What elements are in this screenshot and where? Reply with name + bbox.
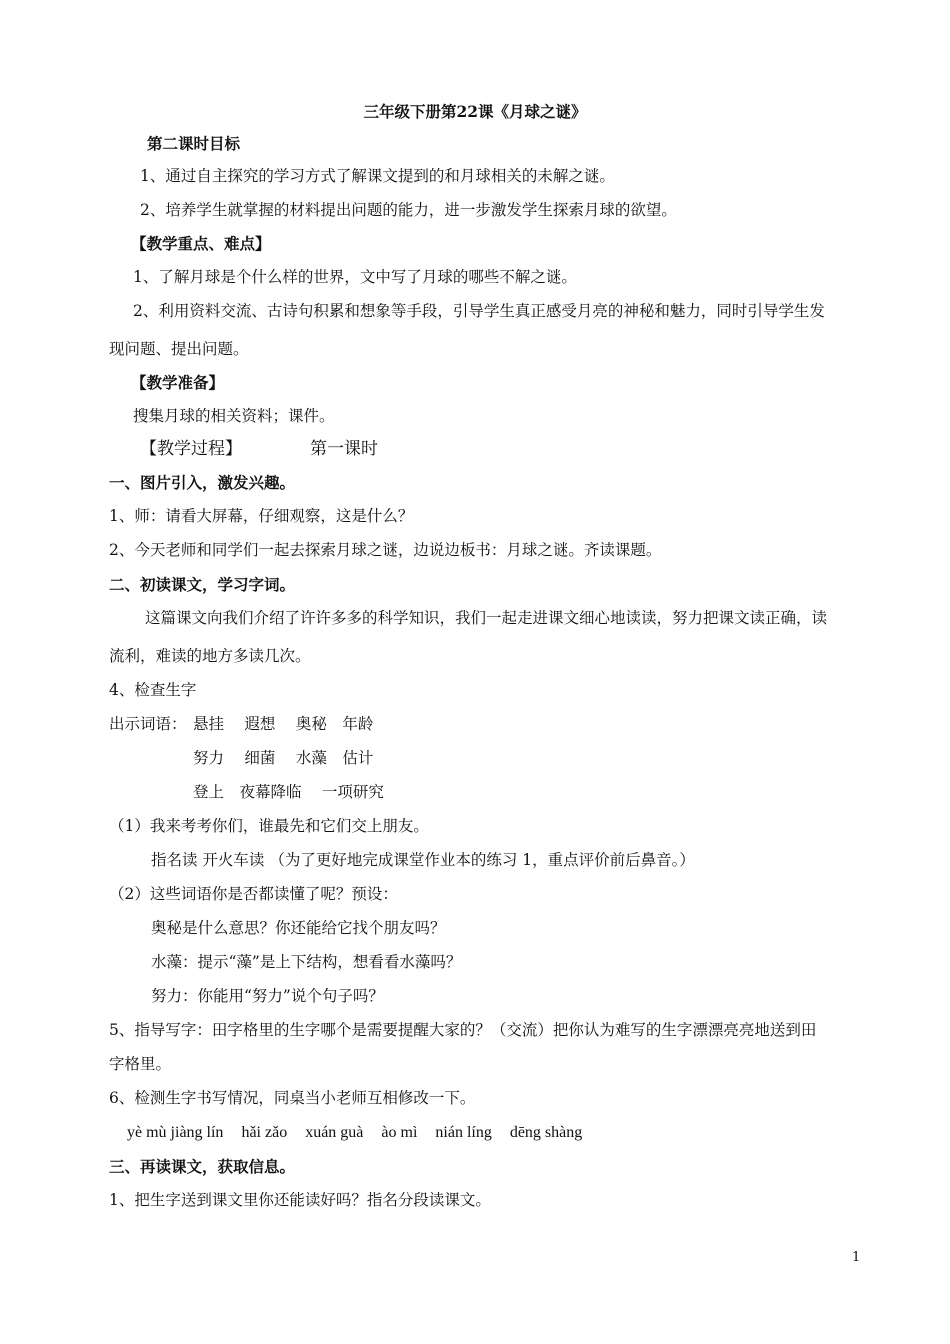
step-5: 5、指导写字：田字格里的生字哪个是需要提醒大家的？（交流）把你认为难写的生字漂漂亮亮地送到田 <box>109 1021 817 1039</box>
word-row-1: 悬挂 遐想 奥秘 年龄 <box>193 715 374 733</box>
keypoint-1: 1、了解月球是个什么样的世界，文中写了月球的哪些不解之谜。 <box>133 268 577 286</box>
question-2-item-3: 努力：你能用“努力”说个句子吗？ <box>151 987 384 1005</box>
pinyin-item: dēng shàng <box>509 1124 583 1141</box>
question-2-item-2: 水藻：提示“藻”是上下结构，想看看水藻吗？ <box>151 953 462 971</box>
page-number: 1 <box>852 1250 861 1265</box>
check-characters: 4、检查生字 <box>109 681 197 699</box>
question-2: （2）这些词语你是否都读懂了呢？预设： <box>109 885 398 903</box>
step-6: 6、检测生字书写情况，同桌当小老师互相修改一下。 <box>109 1089 476 1107</box>
pinyin-item: ào mì <box>381 1124 418 1141</box>
section2-intro-2: 流利，难读的地方多读几次。 <box>109 647 311 665</box>
question-1: （1）我来考考你们，谁最先和它们交上朋友。 <box>109 817 429 835</box>
section1-line-2: 2、今天老师和同学们一起去探索月球之谜，边说边板书：月球之谜。齐读课题。 <box>109 541 662 559</box>
pinyin-item: nián líng <box>435 1124 492 1141</box>
word-row-3: 登上 夜幕降临 一项研究 <box>193 783 384 801</box>
goal-heading: 第二课时目标 <box>147 134 241 153</box>
goal-1: 1、通过自主探究的学习方式了解课文提到的和月球相关的未解之谜。 <box>140 167 615 185</box>
section2-heading: 二、初读课文，学习字词。 <box>109 575 296 594</box>
words-label: 出示词语： <box>109 715 187 733</box>
keypoints-heading: 【教学重点、难点】 <box>131 234 271 253</box>
goal-2: 2、培养学生就掌握的材料提出问题的能力，进一步激发学生探索月球的欲望。 <box>140 201 677 219</box>
prep-text: 搜集月球的相关资料；课件。 <box>133 407 335 425</box>
pinyin-row <box>127 1125 600 1141</box>
section1-line-1: 1、师：请看大屏幕，仔细观察，这是什么？ <box>109 507 414 525</box>
question-1-detail: 指名读 开火车读 （为了更好地完成课堂作业本的练习 1，重点评价前后鼻音。） <box>151 851 695 869</box>
page-title: 三年级下册第22课《月球之谜》 <box>363 102 587 121</box>
process-heading: 【教学过程】 <box>140 439 242 459</box>
process-period: 第一课时 <box>310 439 378 459</box>
prep-heading: 【教学准备】 <box>131 373 225 392</box>
section3-line-1: 1、把生字送到课文里你还能读好吗？指名分段读课文。 <box>109 1191 491 1209</box>
step-5-cont: 字格里。 <box>109 1055 172 1073</box>
pinyin-item: hǎi zǎo <box>241 1124 288 1141</box>
keypoint-2-cont: 现问题、提出问题。 <box>109 340 249 358</box>
word-row-2: 努力 细菌 水藻 估计 <box>193 749 374 767</box>
section3-heading: 三、再读课文，获取信息。 <box>109 1157 296 1176</box>
pinyin-item: xuán guà <box>305 1124 364 1141</box>
pinyin-item: yè mù jiàng lín <box>127 1124 224 1141</box>
section2-intro-1: 这篇课文向我们介绍了许许多多的科学知识，我们一起走进课文细心地读读，努力把课文读正确，读 <box>145 609 828 627</box>
question-2-item-1: 奥秘是什么意思？你还能给它找个朋友吗？ <box>151 919 446 937</box>
section1-heading: 一、图片引入，激发兴趣。 <box>109 473 296 492</box>
keypoint-2: 2、利用资料交流、古诗句积累和想象等手段，引导学生真正感受月亮的神秘和魅力，同时引导学生发 <box>133 302 825 320</box>
